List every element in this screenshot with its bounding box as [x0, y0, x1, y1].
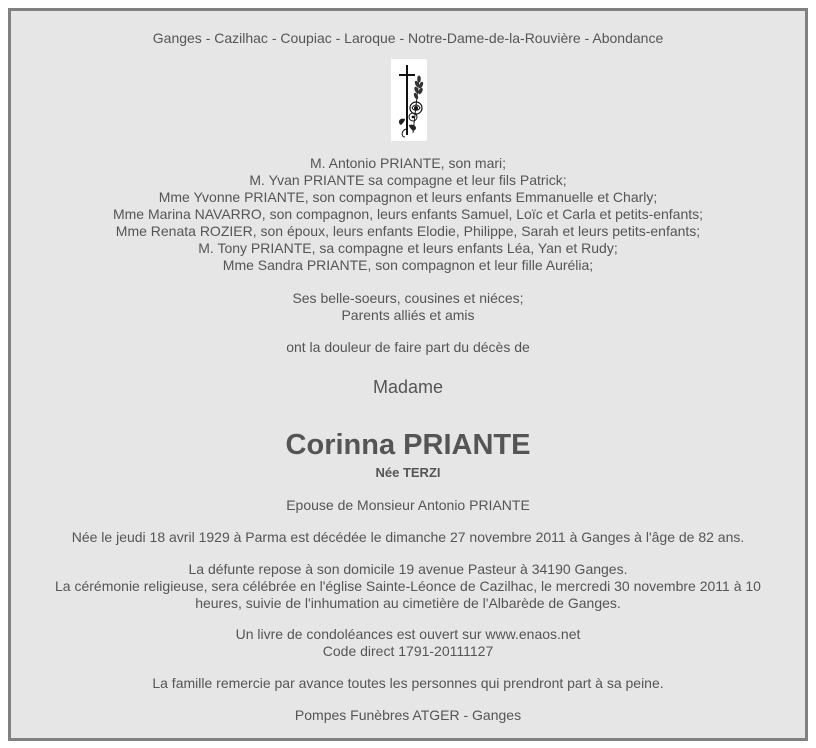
deceased-title: Madame	[372, 377, 444, 397]
cross-with-wheat-and-rose-icon	[391, 59, 427, 141]
family-member: Mme Renata ROZIER, son époux, leurs enfants Elodie, Philippe, Sarah et leurs petits-enfants;	[115, 223, 701, 239]
ceremony-details	[33, 561, 783, 612]
ceremony-service-line: La cérémonie religieuse, sera célébrée en l'église Sainte-Léonce de Cazilhac, le mercredi 30 novembre 2011 à 10 heures, suivie de l'inhumation au cimetière de l'Albarède de Ganges.	[55, 578, 761, 611]
ceremony-rest-line: La défunte repose à son domicile 19 avenue Pasteur à 34190 Ganges.	[188, 561, 628, 577]
funeral-home: Pompes Funèbres ATGER - Ganges	[294, 707, 522, 723]
announcement: ont la douleur de faire part du décès de	[286, 339, 530, 355]
family-member: Mme Yvonne PRIANTE, son compagnon et leurs enfants Emmanuelle et Charly;	[158, 189, 658, 205]
family-member: M. Tony PRIANTE, sa compagne et leurs enfants Léa, Yan et Rudy;	[198, 240, 618, 256]
spouse-line: Epouse de Monsieur Antonio PRIANTE	[286, 497, 530, 513]
towns-header: Ganges - Cazilhac - Coupiac - Laroque - Notre-Dame-de-la-Rouvière - Abondance	[152, 30, 664, 46]
family-member: Mme Sandra PRIANTE, son compagnon et leur fille Aurélia;	[222, 257, 594, 273]
family-member: M. Yvan PRIANTE sa compagne et leur fils Patrick;	[249, 172, 567, 188]
family-list	[11, 155, 805, 274]
condolence-info	[11, 626, 805, 660]
thanks-line: La famille remercie par avance toutes les personnes qui prendront part à sa peine.	[152, 675, 664, 691]
relatives-line: Ses belle-soeurs, cousines et niéces;	[292, 290, 524, 306]
maiden-name: Née TERZI	[375, 465, 441, 480]
condolence-code-line: Code direct 1791-20111127	[322, 643, 494, 659]
relatives-list	[11, 290, 805, 324]
birth-death-line: Née le jeudi 18 avril 1929 à Parma est décédée le dimanche 27 novembre 2011 à Ganges à l'âge de 82 ans.	[71, 529, 745, 545]
relatives-line: Parents alliés et amis	[341, 307, 475, 323]
family-member: Mme Marina NAVARRO, son compagnon, leurs enfants Samuel, Loïc et Carla et petits-enfants;	[112, 206, 704, 222]
family-member: M. Antonio PRIANTE, son mari;	[309, 155, 507, 171]
condolence-book-line: Un livre de condoléances est ouvert sur www.enaos.net	[235, 626, 581, 642]
obituary-notice	[8, 8, 808, 741]
deceased-name: Corinna PRIANTE	[285, 429, 531, 461]
